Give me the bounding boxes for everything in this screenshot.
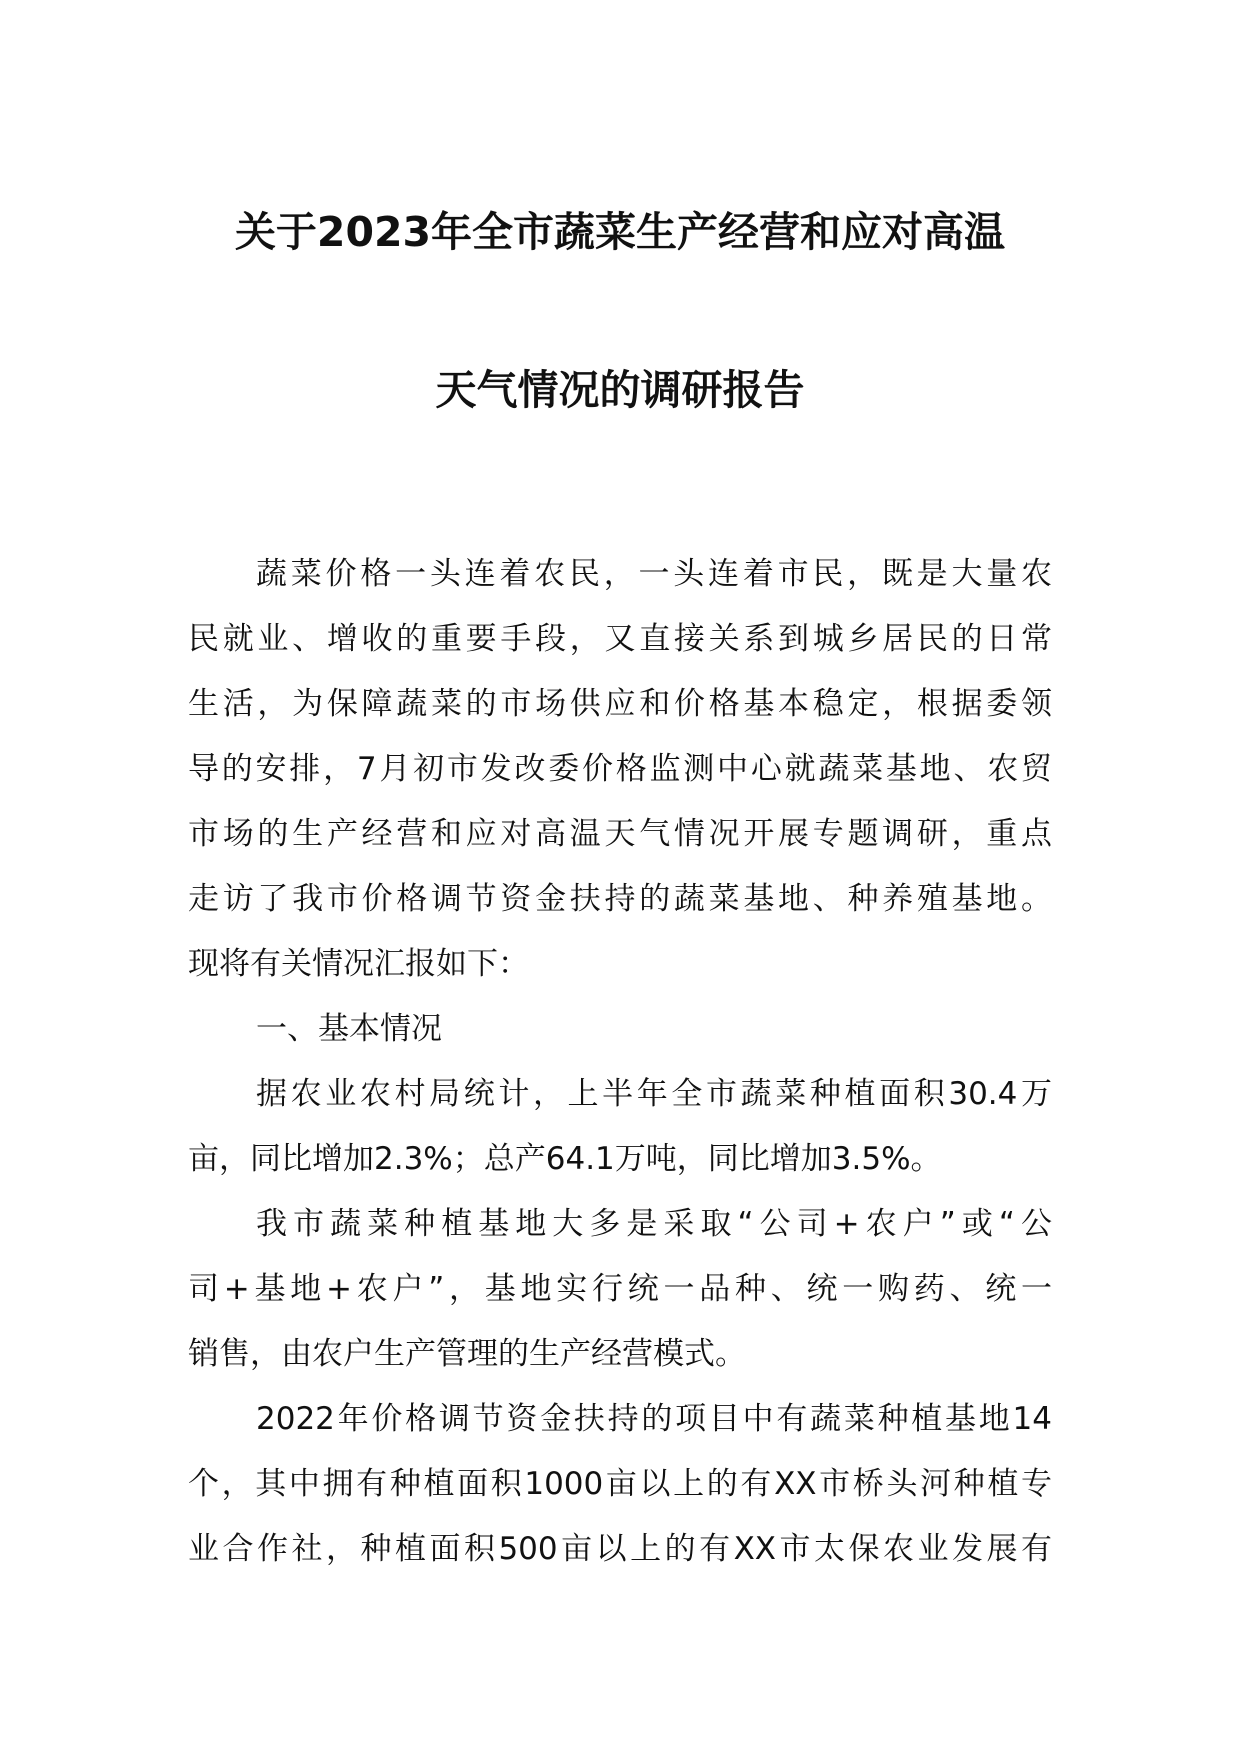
document-title-line-2: 天气情况的调研报告 [435, 366, 805, 414]
text-line: 走访了我市价格调节资金扶持的蔬菜基地、种养殖基地。 [188, 881, 1052, 917]
text-line: 业合作社，种植面积500亩以上的有XX市太保农业发展有 [188, 1531, 1052, 1567]
text-line: 我市蔬菜种植基地大多是采取“公司+农户”或“公 [256, 1206, 1052, 1242]
paragraph-intro [188, 542, 1052, 997]
text-line: 导的安排，7月初市发改委价格监测中心就蔬菜基地、农贸 [188, 751, 1052, 787]
paragraph-statistics [188, 1062, 1052, 1192]
paragraph-supported-projects [188, 1387, 1052, 1582]
text-line: 2022年价格调节资金扶持的项目中有蔬菜种植基地14 [256, 1401, 1052, 1437]
text-line: 据农业农村局统计，上半年全市蔬菜种植面积30.4万 [256, 1076, 1052, 1112]
document-title-line-1: 关于2023年全市蔬菜生产经营和应对高温 [234, 208, 1006, 256]
section-heading-basic-situation [188, 997, 1052, 1062]
paragraph-business-model [188, 1192, 1052, 1387]
text-line: 司+基地+农户”，基地实行统一品种、统一购药、统一 [188, 1271, 1052, 1307]
section-heading: 一、基本情况 [256, 1011, 442, 1047]
text-line: 销售，由农户生产管理的生产经营模式。 [188, 1336, 746, 1372]
text-line: 蔬菜价格一头连着农民，一头连着市民，既是大量农 [256, 556, 1052, 592]
text-line: 生活，为保障蔬菜的市场供应和价格基本稳定，根据委领 [188, 686, 1052, 722]
text-line: 个，其中拥有种植面积1000亩以上的有XX市桥头河种植专 [188, 1466, 1052, 1502]
text-line: 亩，同比增加2.3%；总产64.1万吨，同比增加3.5%。 [188, 1141, 942, 1177]
document-body [188, 542, 1052, 1582]
text-line: 民就业、增收的重要手段，又直接关系到城乡居民的日常 [188, 621, 1052, 657]
text-line: 现将有关情况汇报如下： [188, 946, 529, 982]
text-line: 市场的生产经营和应对高温天气情况开展专题调研，重点 [188, 816, 1052, 852]
